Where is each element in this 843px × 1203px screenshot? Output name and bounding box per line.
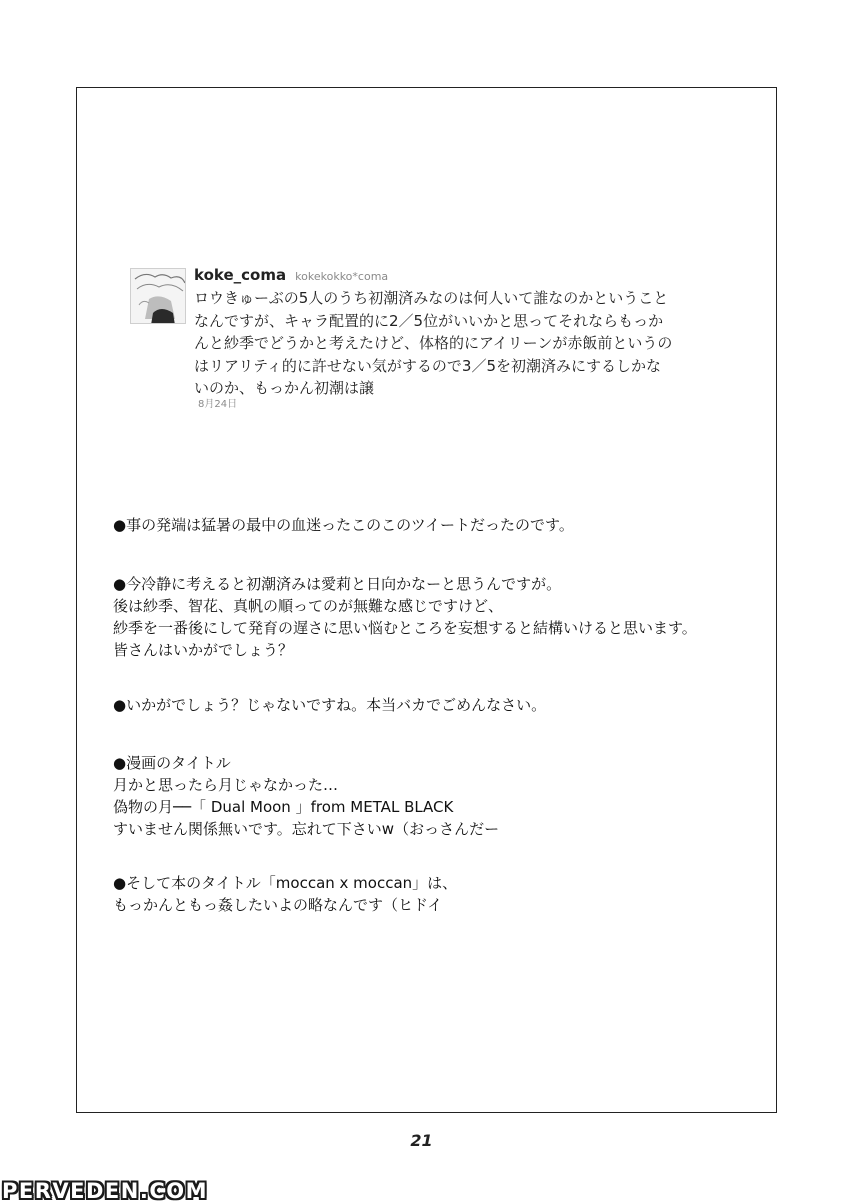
- paragraph-line: 紗季を一番後にして発育の遅さに思い悩むところを妄想すると結構いけると思います。: [113, 619, 697, 637]
- tweet-line: いのか、もっかん初潮は譲: [194, 379, 375, 397]
- tweet-header: [194, 265, 388, 284]
- tweet-date: 8月24日: [198, 399, 238, 410]
- paragraph-line: ●そして本のタイトル「moccan x moccan」は、: [113, 874, 458, 892]
- tweet-text: [194, 287, 704, 400]
- paragraph-line: 後は紗季、智花、真帆の順ってのが無難な感じですけど、: [113, 597, 504, 615]
- paragraph-line: もっかんともっ姦したいよの略なんです（ヒドイ: [113, 896, 443, 914]
- paragraph-line: 偽物の月──「 Dual Moon 」from METAL BLACK: [113, 798, 454, 816]
- paragraph-line: 月かと思ったら月じゃなかった…: [113, 776, 339, 794]
- paragraph-line: 皆さんはいかがでしょう？: [113, 641, 294, 659]
- avatar: [130, 268, 186, 324]
- tweet-username: koke_coma: [194, 266, 287, 284]
- tweet-line: んと紗季でどうかと考えたけど、体格的にアイリーンが赤飯前というの: [194, 334, 673, 352]
- paragraph-line: ●今冷静に考えると初潮済みは愛莉と日向かなーと思うんですが。: [113, 575, 562, 593]
- tweet-line: ロウきゅーぶの5人のうち初潮済みなのは何人いて誰なのかということ: [194, 289, 669, 307]
- paragraph-opinion: [113, 573, 697, 661]
- paragraph-line: ●事の発端は猛暑の最中の血迷ったこのこのツイートだったのです。: [113, 516, 574, 534]
- paragraph-origin: [113, 514, 574, 536]
- tweet-handle: kokekokko*coma: [295, 270, 389, 283]
- paragraph-line: ●漫画のタイトル: [113, 754, 231, 772]
- tweet-line: はリアリティ的に許せない気がするので3／5を初潮済みにするしかな: [194, 356, 661, 375]
- paragraph-manga-title: [113, 752, 499, 840]
- paragraph-book-title: [113, 872, 457, 916]
- tweet-line: なんですが、キャラ配置的に2／5位がいいかと思ってそれならもっか: [194, 311, 664, 330]
- site-watermark: PERVEDEN.COM: [2, 1179, 208, 1203]
- page-number: 21: [410, 1131, 433, 1150]
- paragraph-apology: [113, 694, 546, 716]
- paragraph-line: すいません関係無いです。忘れて下さいw（おっさんだー: [113, 820, 500, 838]
- paragraph-line: ●いかがでしょう？じゃないですね。本当バカでごめんなさい。: [113, 696, 547, 714]
